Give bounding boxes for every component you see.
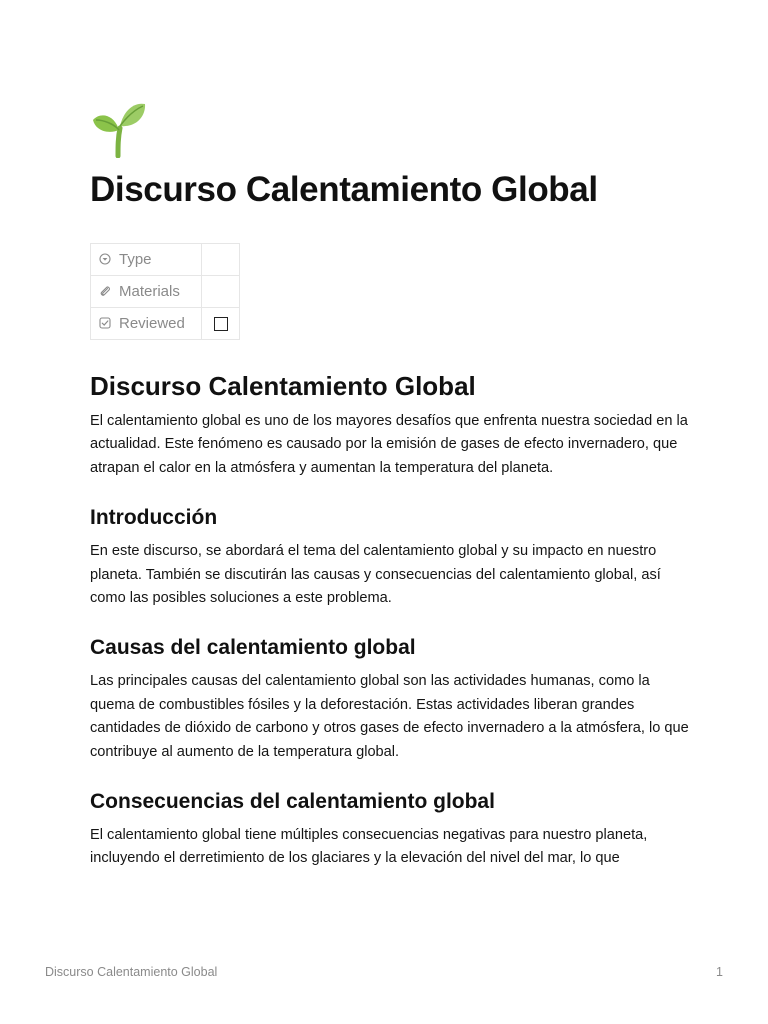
section-paragraph-consecuencias: El calentamiento global tiene múltiples consecuencias negativas para nuestro planeta, incluyendo el derretimiento de los glaciares y la elevación del nivel del mar, lo que <box>90 827 648 867</box>
property-name-cell[interactable] <box>91 244 202 276</box>
property-name-cell[interactable] <box>91 308 202 340</box>
section-heading-causas: Causas del calentamiento global <box>90 636 416 660</box>
property-value-reviewed <box>202 308 240 340</box>
property-value-type[interactable] <box>202 244 240 276</box>
intro-paragraph: El calentamiento global es uno de los mayores desafíos que enfrenta nuestra sociedad en la actualidad. Este fenómeno es causado por la emisión de gases de efecto invernadero, que atrapan el calor en la atmósfera y aumentan la temperatura del planeta. <box>90 413 688 476</box>
paperclip-icon <box>99 285 111 297</box>
document-page <box>90 98 690 871</box>
property-value-materials[interactable] <box>202 276 240 308</box>
property-name-cell[interactable] <box>91 276 202 308</box>
reviewed-checkbox[interactable] <box>214 317 228 331</box>
section-paragraph-causas: Las principales causas del calentamiento global son las actividades humanas, como la quema de combustibles fósiles y la deforestación. Estas actividades liberan grandes cantidades de dióxido de carbono y otros gases de efecto invernadero a la atmósfera, lo que contribuye al aumento de la temperatura global. <box>90 673 689 760</box>
property-row-materials <box>91 276 240 308</box>
property-label-type: Type <box>119 251 152 268</box>
select-icon <box>99 253 111 265</box>
section-heading-consecuencias: Consecuencias del calentamiento global <box>90 790 495 814</box>
property-label-materials: Materials <box>119 283 180 300</box>
section-paragraph-introduccion: En este discurso, se abordará el tema del calentamiento global y su impacto en nuestro planeta. También se discutirán las causas y consecuencias del calentamiento global, así como las posibles soluciones a este problema. <box>90 543 661 607</box>
property-label-reviewed: Reviewed <box>119 315 185 332</box>
property-row-type <box>91 244 240 276</box>
footer-page-number: 1 <box>716 965 723 979</box>
properties-table <box>90 243 240 340</box>
checkbox-icon <box>99 317 111 329</box>
content-heading: Discurso Calentamiento Global <box>90 371 476 401</box>
property-row-reviewed <box>91 308 240 340</box>
seedling-icon <box>90 98 146 158</box>
section-heading-introduccion: Introducción <box>90 506 218 530</box>
page-title: Discurso Calentamiento Global <box>90 170 598 209</box>
footer-document-title: Discurso Calentamiento Global <box>45 965 218 979</box>
